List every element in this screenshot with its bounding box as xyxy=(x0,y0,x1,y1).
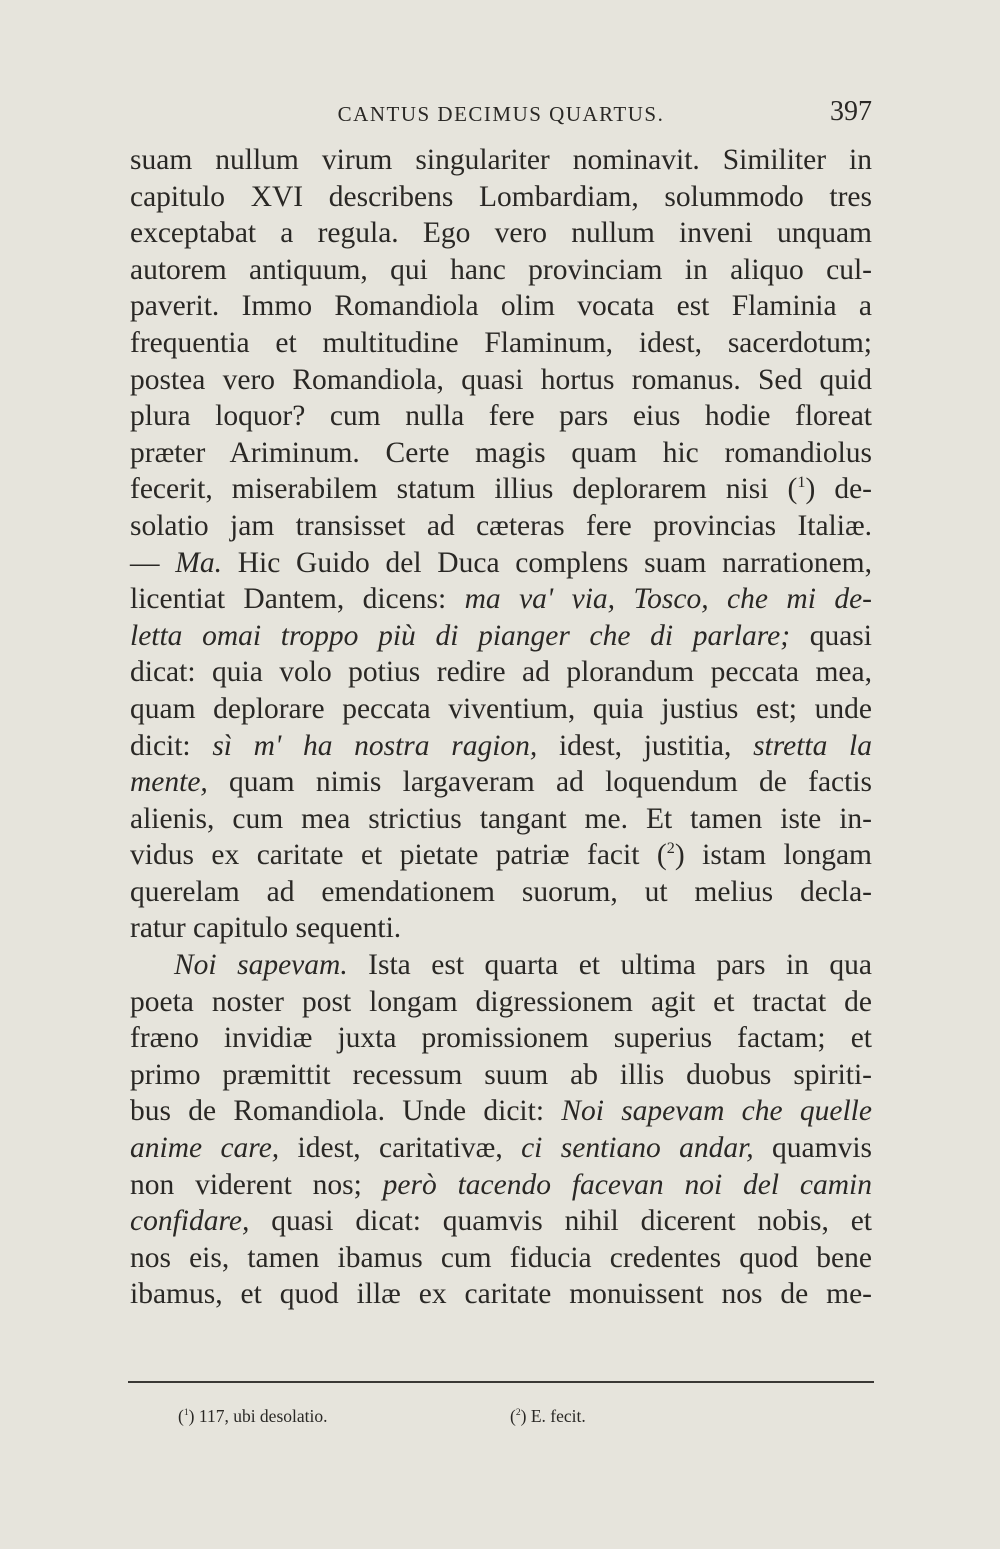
text-run: fecerit, miserabilem statum illius deplorarem nisi ( xyxy=(130,473,798,506)
text-line: plura loquor? cum nulla fere pars eius hodie floreat xyxy=(130,400,872,433)
text-line: exceptabat a regula. Ego vero nullum inveni unquam xyxy=(130,217,872,250)
text-line: primo præmittit recessum suum ab illis duobus spiriti- xyxy=(130,1058,872,1091)
footnote-ref: 2 xyxy=(666,839,675,858)
body-text xyxy=(130,142,872,1313)
italic-run: stretta la xyxy=(753,729,872,762)
text-line: fræno invidiæ juxta promissionem superius factam; et xyxy=(130,1022,872,1055)
italic-run: confidare, xyxy=(130,1205,250,1238)
text-run: vidus ex caritate et pietate patriæ facit ( xyxy=(130,839,667,872)
running-head: CANTUS DECIMUS QUARTUS. xyxy=(337,102,665,126)
text-line: suam nullum virum singulariter nominavit. Similiter in xyxy=(130,144,872,176)
text-line: frequentia et multitudine Flaminum, idest, sacerdotum; xyxy=(130,326,872,359)
text-line: ibamus, et quod illæ ex caritate monuissent nos de me- xyxy=(130,1278,872,1311)
text-run: dicit: xyxy=(130,729,213,762)
text-run: quasi dicat: quamvis nihil dicerent nobis, et xyxy=(249,1205,872,1238)
text-line: capitulo XVI describens Lombardiam, solummodo tres xyxy=(130,180,872,213)
text-run: Hic Guido del Duca complens suam narrationem, xyxy=(221,546,872,579)
text-line xyxy=(130,618,872,655)
footnote-mark: 1 xyxy=(183,1407,189,1419)
text-line: quam deplorare peccata viventium, quia justius est; unde xyxy=(130,692,872,725)
text-run: bus de Romandiola. Unde dicit: xyxy=(130,1095,562,1128)
italic-run: anime care, xyxy=(130,1132,280,1165)
footnote-text: 117, ubi desolatio. xyxy=(198,1406,328,1426)
text-run: ) istam longam xyxy=(674,839,872,872)
text-run: quam nimis largaveram ad loquendum de factis xyxy=(207,766,872,799)
footnote-ref: 1 xyxy=(797,473,806,492)
text-line: paverit. Immo Romandiola olim vocata est Flaminia a xyxy=(130,290,872,323)
text-line: nos eis, tamen ibamus cum fiducia credentes quod bene xyxy=(130,1241,872,1274)
text-run: licentiat Dantem, dicens: xyxy=(130,583,465,616)
text-line: alienis, cum mea strictius tangant me. Et tamen iste in- xyxy=(130,802,872,835)
text-line xyxy=(130,545,872,582)
text-line xyxy=(130,581,872,618)
text-run: quamvis xyxy=(753,1132,873,1165)
text-line xyxy=(130,947,872,984)
footnote-2: ($^2$) E. fecit. xyxy=(510,1406,586,1426)
text-run: idest, justitia, xyxy=(537,729,754,762)
text-line: poeta noster post longam digressionem agit et tractat de xyxy=(130,985,872,1018)
text-run: ) de- xyxy=(805,473,872,506)
text-line: postea vero Romandiola, quasi hortus romanus. Sed quid xyxy=(130,363,872,396)
text-run: — xyxy=(130,546,176,579)
text-line: autorem antiquum, qui hanc provinciam in aliquo cul- xyxy=(130,253,872,286)
text-run: idest, caritativæ, xyxy=(279,1132,522,1165)
page-header xyxy=(130,96,872,136)
text-run: Ista est quarta et ultima pars in qua xyxy=(347,949,872,982)
text-line xyxy=(130,764,872,801)
italic-run: ma va' via, Tosco, che mi de- xyxy=(464,583,872,616)
text-line: solatio jam transisset ad cæteras fere provincias Italiæ. xyxy=(130,509,872,542)
text-line: dicat: quia volo potius redire ad plorandum peccata mea, xyxy=(130,656,872,689)
text-line: præter Ariminum. Certe magis quam hic romandiolus xyxy=(130,436,872,469)
italic-run: Noi sapevam. xyxy=(174,949,348,982)
text-run: quasi xyxy=(790,619,872,652)
italic-run: mente, xyxy=(130,766,208,799)
text-line xyxy=(130,837,872,874)
italic-run: Noi sapevam che quelle xyxy=(561,1095,872,1128)
footnote-1: ($^1$) 117, ubi desolatio. xyxy=(178,1406,328,1426)
text-line xyxy=(130,471,872,508)
italic-run: letta omai troppo più di pianger che di parlare; xyxy=(130,619,791,652)
italic-run: Ma. xyxy=(175,546,222,579)
footnote-divider xyxy=(128,1381,874,1383)
text-line xyxy=(130,728,872,765)
text-line: querelam ad emendationem suorum, ut melius decla- xyxy=(130,875,872,908)
text-line xyxy=(130,1203,872,1240)
italic-run: sì m' ha nostra ragion, xyxy=(212,729,538,762)
text-line: ratur capitulo sequenti. xyxy=(130,912,402,945)
text-run: non viderent nos; xyxy=(130,1168,383,1201)
page-number: 397 xyxy=(830,96,872,127)
text-line xyxy=(130,1130,872,1167)
text-line xyxy=(130,1167,872,1204)
italic-run: ci sentiano andar, xyxy=(521,1132,754,1165)
italic-run: però tacendo facevan noi del camin xyxy=(382,1168,872,1201)
footnote-text: E. fecit. xyxy=(530,1406,586,1426)
footnote-mark: 2 xyxy=(515,1407,521,1419)
text-line xyxy=(130,1093,872,1130)
